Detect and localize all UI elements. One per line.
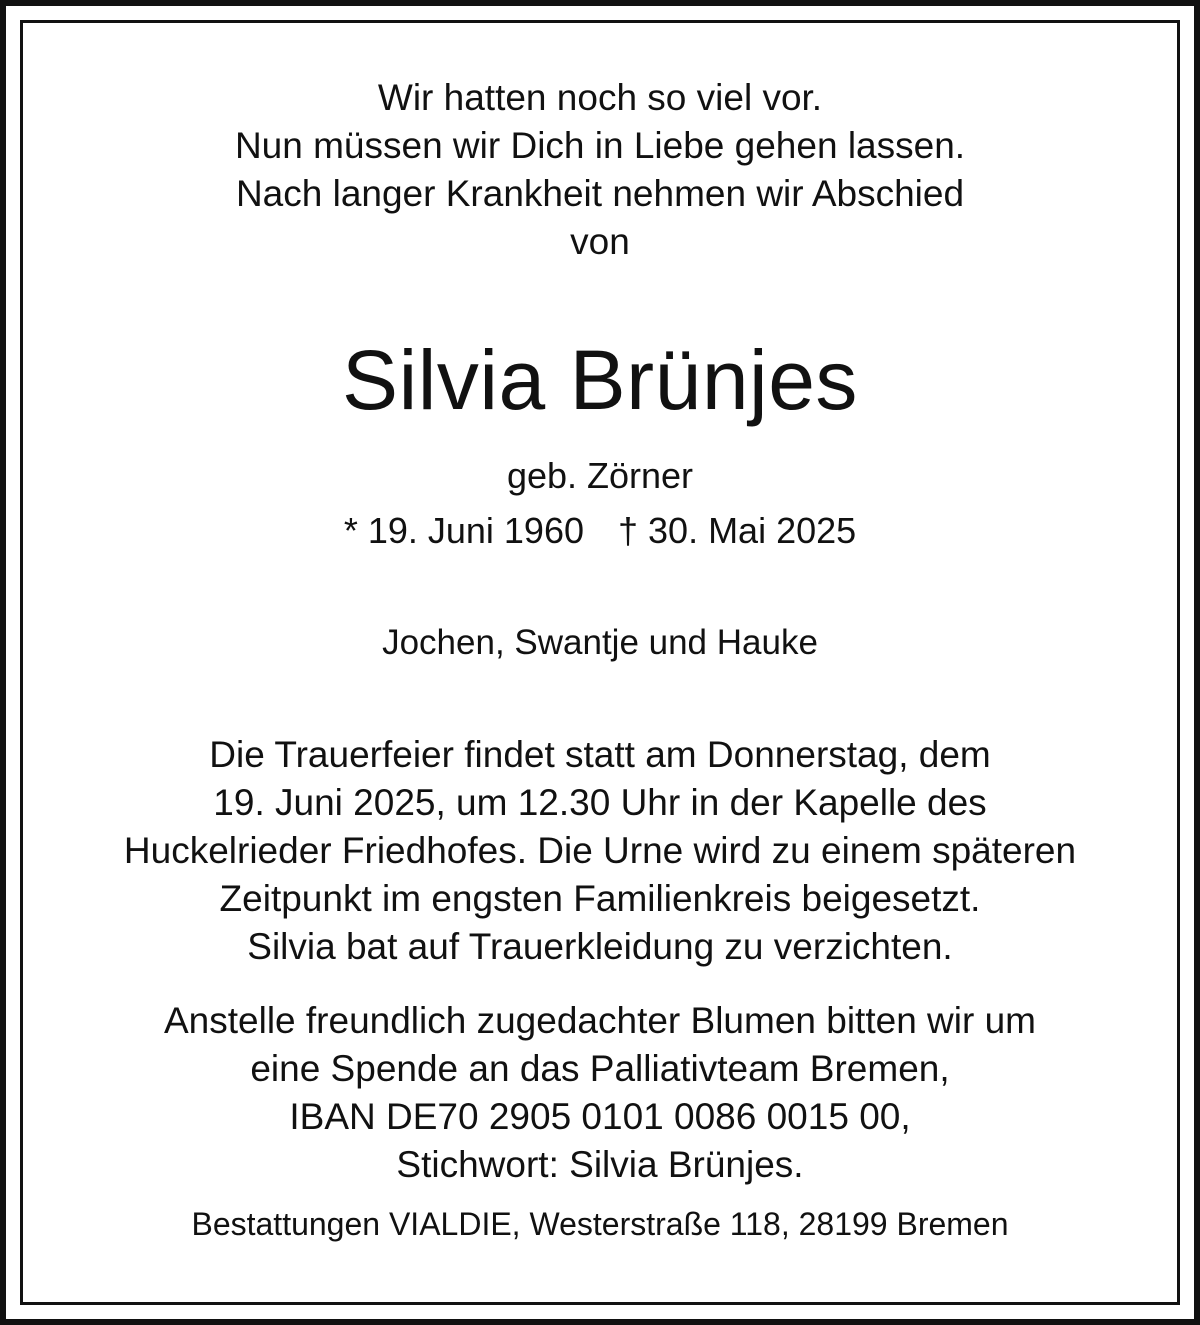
intro-line-1: Wir hatten noch so viel vor. [377,77,823,118]
donation-line-1: Anstelle freundlich zugedachter Blumen bitten wir um [163,1000,1036,1041]
death-date: † 30. Mai 2025 [618,510,857,551]
maiden-name: geb. Zörner [506,455,694,496]
donation-line-2: eine Spende an das Palliativteam Bremen, [250,1048,950,1089]
intro-line-2: Nun müssen wir Dich in Liebe gehen lassen. [234,125,966,166]
life-dates [0,507,1200,555]
birth-date: * 19. Juni 1960 [343,510,584,551]
funeral-home: Bestattungen VIALDIE, Westerstraße 118, 28199 Bremen [191,1206,1009,1242]
donation-line-3: IBAN DE70 2905 0101 0086 0015 00, [289,1096,911,1137]
ceremony-line-5: Silvia bat auf Trauerkleidung zu verzichten. [247,926,953,967]
donation-line-4: Stichwort: Silvia Brünjes. [396,1144,804,1185]
intro-line-4: von [570,221,630,262]
mourners: Jochen, Swantje und Hauke [382,623,818,662]
intro-line-3: Nach langer Krankheit nehmen wir Abschied [235,173,965,214]
deceased-name: Silvia Brünjes [342,333,858,427]
ceremony-line-4: Zeitpunkt im engsten Familienkreis beigesetzt. [219,878,981,919]
ceremony-line-1: Die Trauerfeier findet statt am Donnerstag, dem [209,734,991,775]
ceremony-line-2: 19. Juni 2025, um 12.30 Uhr in der Kapelle des [213,782,987,823]
ceremony-line-3: Huckelrieder Friedhofes. Die Urne wird zu einem späteren [123,830,1077,871]
